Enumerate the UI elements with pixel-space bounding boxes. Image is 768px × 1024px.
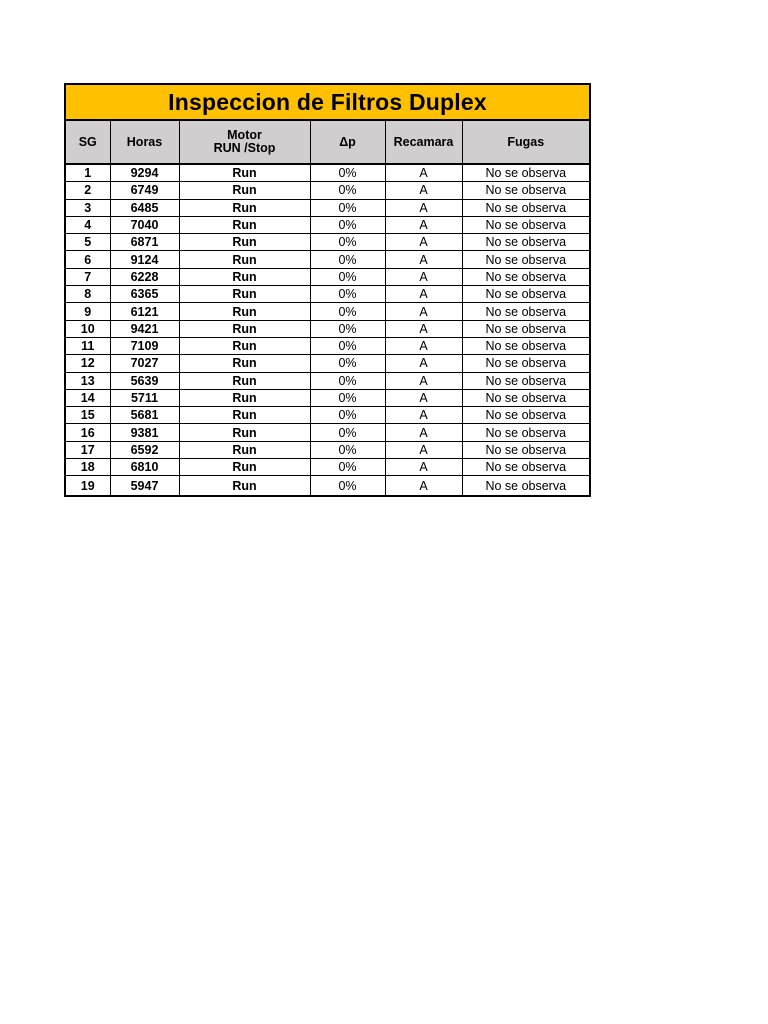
- table-row: [66, 372, 589, 389]
- cell-fugas: No se observa: [462, 251, 589, 268]
- cell-horas: 5681: [110, 407, 179, 424]
- cell-sg: 3: [66, 199, 110, 216]
- inspection-sheet: [64, 83, 591, 497]
- cell-horas: 7040: [110, 216, 179, 233]
- cell-horas: 6592: [110, 441, 179, 458]
- cell-recamara: A: [385, 424, 462, 441]
- cell-dp: 0%: [310, 251, 385, 268]
- cell-fugas: No se observa: [462, 337, 589, 354]
- cell-horas: 6228: [110, 268, 179, 285]
- inspection-table: [66, 121, 589, 495]
- cell-horas: 9381: [110, 424, 179, 441]
- cell-horas: 7109: [110, 337, 179, 354]
- cell-fugas: No se observa: [462, 320, 589, 337]
- cell-horas: 7027: [110, 355, 179, 372]
- cell-sg: 11: [66, 337, 110, 354]
- cell-motor: Run: [179, 199, 310, 216]
- cell-recamara: A: [385, 459, 462, 476]
- cell-recamara: A: [385, 389, 462, 406]
- cell-horas: 6365: [110, 286, 179, 303]
- cell-horas: 9124: [110, 251, 179, 268]
- cell-motor: Run: [179, 182, 310, 199]
- cell-fugas: No se observa: [462, 234, 589, 251]
- cell-sg: 17: [66, 441, 110, 458]
- cell-dp: 0%: [310, 303, 385, 320]
- cell-recamara: A: [385, 234, 462, 251]
- cell-dp: 0%: [310, 337, 385, 354]
- table-row: [66, 459, 589, 476]
- cell-dp: 0%: [310, 476, 385, 496]
- cell-motor: Run: [179, 424, 310, 441]
- cell-recamara: A: [385, 372, 462, 389]
- header-motor: [179, 121, 310, 164]
- cell-sg: 14: [66, 389, 110, 406]
- cell-recamara: A: [385, 355, 462, 372]
- cell-horas: 9421: [110, 320, 179, 337]
- cell-recamara: A: [385, 286, 462, 303]
- cell-sg: 13: [66, 372, 110, 389]
- cell-recamara: A: [385, 182, 462, 199]
- table-row: [66, 303, 589, 320]
- cell-sg: 8: [66, 286, 110, 303]
- table-row: [66, 441, 589, 458]
- cell-motor: Run: [179, 372, 310, 389]
- table-row: [66, 234, 589, 251]
- cell-fugas: No se observa: [462, 407, 589, 424]
- table-row: [66, 286, 589, 303]
- table-row: [66, 182, 589, 199]
- table-row: [66, 164, 589, 182]
- cell-motor: Run: [179, 355, 310, 372]
- cell-recamara: A: [385, 199, 462, 216]
- cell-dp: 0%: [310, 424, 385, 441]
- cell-fugas: No se observa: [462, 199, 589, 216]
- cell-sg: 5: [66, 234, 110, 251]
- cell-fugas: No se observa: [462, 459, 589, 476]
- cell-motor: Run: [179, 389, 310, 406]
- cell-dp: 0%: [310, 216, 385, 233]
- cell-recamara: A: [385, 251, 462, 268]
- cell-dp: 0%: [310, 182, 385, 199]
- cell-motor: Run: [179, 286, 310, 303]
- cell-sg: 10: [66, 320, 110, 337]
- cell-fugas: No se observa: [462, 164, 589, 182]
- cell-fugas: No se observa: [462, 268, 589, 285]
- cell-fugas: No se observa: [485, 478, 567, 493]
- cell-motor: Run: [179, 251, 310, 268]
- cell-recamara: A: [385, 337, 462, 354]
- cell-sg: 19: [66, 476, 110, 496]
- cell-dp: 0%: [310, 355, 385, 372]
- cell-fugas: No se observa: [462, 303, 589, 320]
- header-row: [66, 121, 589, 164]
- cell-sg: 4: [66, 216, 110, 233]
- table-row: [66, 355, 589, 372]
- header-horas: Horas: [110, 121, 179, 164]
- cell-fugas: No se observa: [462, 424, 589, 441]
- cell-motor: Run: [179, 476, 310, 496]
- cell-horas: 6810: [110, 459, 179, 476]
- cell-dp: 0%: [310, 320, 385, 337]
- table-row: [66, 337, 589, 354]
- cell-horas: 5639: [110, 372, 179, 389]
- cell-dp: 0%: [310, 459, 385, 476]
- cell-motor: Run: [179, 303, 310, 320]
- table-row: [66, 216, 589, 233]
- cell-sg: 12: [66, 355, 110, 372]
- table-row: [66, 424, 589, 441]
- table-row: [66, 268, 589, 285]
- cell-sg: 6: [66, 251, 110, 268]
- cell-dp: 0%: [310, 268, 385, 285]
- cell-horas: 6871: [110, 234, 179, 251]
- cell-dp: 0%: [310, 389, 385, 406]
- cell-fugas: No se observa: [462, 182, 589, 199]
- cell-sg: 2: [66, 182, 110, 199]
- cell-sg: 1: [66, 164, 110, 182]
- cell-horas: 5947: [110, 476, 179, 496]
- table-body: [66, 164, 589, 495]
- header-recamara: Recamara: [385, 121, 462, 164]
- cell-fugas: No se observa: [462, 441, 589, 458]
- cell-fugas: No se observa: [462, 355, 589, 372]
- cell-motor: Run: [179, 320, 310, 337]
- cell-recamara: A: [385, 476, 462, 496]
- cell-dp: 0%: [310, 164, 385, 182]
- cell-recamara: A: [385, 216, 462, 233]
- cell-horas: 6749: [110, 182, 179, 199]
- cell-motor: Run: [179, 234, 310, 251]
- table-row: [66, 199, 589, 216]
- cell-dp: 0%: [310, 407, 385, 424]
- cell-dp: 0%: [310, 234, 385, 251]
- table-header: [66, 121, 589, 164]
- header-dp: Δp: [310, 121, 385, 164]
- header-motor-line1: Motor: [227, 128, 262, 142]
- cell-sg: 15: [66, 407, 110, 424]
- cell-motor: Run: [179, 337, 310, 354]
- cell-motor: Run: [179, 164, 310, 182]
- cell-recamara: A: [385, 268, 462, 285]
- sheet-title: Inspeccion de Filtros Duplex: [66, 85, 589, 121]
- cell-horas: 6485: [110, 199, 179, 216]
- table-row: [66, 407, 589, 424]
- cell-recamara: A: [385, 320, 462, 337]
- cell-fugas: No se observa: [462, 216, 589, 233]
- cell-motor: Run: [179, 441, 310, 458]
- cell-horas: 9294: [110, 164, 179, 182]
- cell-motor: Run: [179, 216, 310, 233]
- cell-dp: 0%: [310, 199, 385, 216]
- cell-recamara: A: [385, 441, 462, 458]
- table-row: [66, 320, 589, 337]
- header-sg: SG: [66, 121, 110, 164]
- cell-horas: 6121: [110, 303, 179, 320]
- cell-recamara: A: [385, 303, 462, 320]
- cell-fugas: No se observa: [462, 389, 589, 406]
- cell-dp: 0%: [310, 286, 385, 303]
- table-row: [66, 389, 589, 406]
- cell-fugas: No se observa: [462, 372, 589, 389]
- cell-motor: Run: [179, 407, 310, 424]
- cell-horas: 5711: [110, 389, 179, 406]
- table-row: [66, 476, 589, 496]
- cell-recamara: A: [385, 407, 462, 424]
- cell-sg: 18: [66, 459, 110, 476]
- cell-sg: 9: [66, 303, 110, 320]
- header-fugas: Fugas: [462, 121, 589, 164]
- cell-recamara: A: [385, 164, 462, 182]
- cell-sg: 7: [66, 268, 110, 285]
- cell-motor: Run: [179, 459, 310, 476]
- table-row: [66, 251, 589, 268]
- cell-dp: 0%: [310, 441, 385, 458]
- cell-sg: 16: [66, 424, 110, 441]
- header-motor-line2: RUN /Stop: [213, 141, 276, 155]
- cell-motor: Run: [179, 268, 310, 285]
- cell-dp: 0%: [310, 372, 385, 389]
- cell-fugas: No se observa: [462, 286, 589, 303]
